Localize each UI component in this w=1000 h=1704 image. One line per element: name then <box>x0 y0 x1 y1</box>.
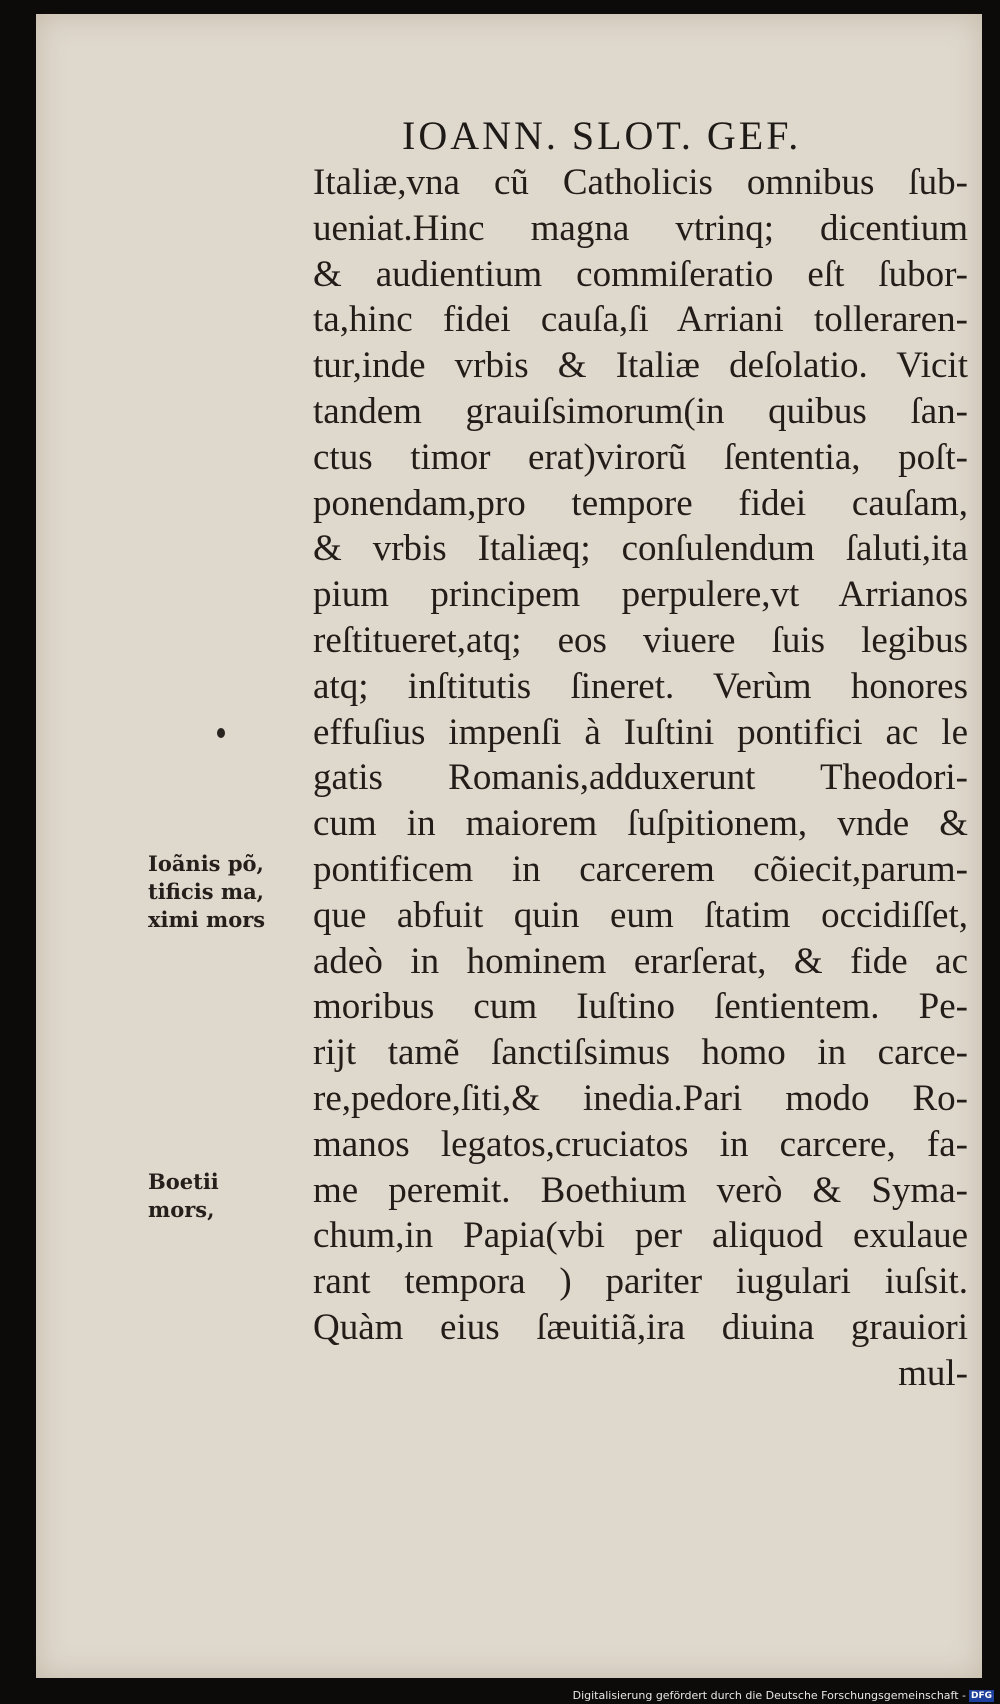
credit-text: Digitalisierung gefördert durch die Deutsche Forschungsgemeinschaft - <box>572 1689 966 1702</box>
text-line: ctus timor erat)virorũ ſententia, poſt- <box>313 436 968 478</box>
text-line: & audientium commiſeratio eſt ſubor- <box>313 253 968 295</box>
ink-mark <box>217 728 225 738</box>
marginal-line: Boetii <box>148 1169 219 1194</box>
text-line: rijt tamẽ ſanctiſsimus homo in carce- <box>313 1032 968 1074</box>
text-line: atq; inſtitutis ſineret. Verùm honores <box>313 665 968 707</box>
text-line: que abfuit quin eum ſtatim occidiſſet, <box>313 894 968 936</box>
text-line: ta,hinc fidei cauſa,ſi Arriani tolleraren- <box>313 299 968 341</box>
text-line: me peremit. Boethium verò & Syma- <box>313 1169 968 1211</box>
text-line: gatis Romanis,adduxerunt Theodori- <box>313 757 968 799</box>
text-line: ponendam,pro tempore fidei cauſam, <box>313 482 968 524</box>
text-line: effuſius impenſi à Iuſtini pontifici ac le <box>313 711 968 753</box>
marginal-line: ximi mors <box>148 907 266 932</box>
text-line: cum in maiorem ſuſpitionem, vnde & <box>313 803 968 845</box>
main-text-column <box>313 160 968 1397</box>
marginal-line: Ioãnis põ, <box>148 851 264 876</box>
text-line: chum,in Papia(vbi per aliquod exulaue <box>313 1215 968 1257</box>
text-line: tur,inde vrbis & Italiæ deſolatio. Vicit <box>313 345 968 387</box>
marginal-note-ioannis-mors <box>148 850 265 934</box>
marginal-line: mors, <box>148 1197 215 1222</box>
dfg-logo-icon: DFG <box>970 1690 992 1701</box>
text-line: rant tempora ) pariter iugulari iuſsit. <box>313 1261 968 1303</box>
text-line: Quàm eius ſæuitiã,ira diuina grauiori <box>313 1306 968 1348</box>
digitization-credit <box>573 1689 994 1702</box>
text-line: manos legatos,cruciatos in carcere, fa- <box>313 1123 968 1165</box>
text-line: reſtitueret,atq; eos viuere ſuis legibus <box>313 619 968 661</box>
text-line: tandem grauiſsimorum(in quibus ſan- <box>313 390 968 432</box>
text-line: pium principem perpulere,vt Arrianos <box>313 574 968 616</box>
text-line: ueniat.Hinc magna vtrinq; dicentium <box>313 207 968 249</box>
text-line: adeò in hominem erarſerat, & fide ac <box>313 940 968 982</box>
text-line: moribus cum Iuſtino ſentientem. Pe- <box>313 986 968 1028</box>
running-header: IOANN. SLOT. GEF. <box>402 113 802 158</box>
text-line: pontificem in carcerem cõiecit,parum- <box>313 848 968 890</box>
text-line: & vrbis Italiæq; conſulendum ſaluti,ita <box>313 528 968 570</box>
text-line: Italiæ,vna cũ Catholicis omnibus ſub- <box>313 162 968 203</box>
marginal-note-boetii-mors <box>148 1168 219 1224</box>
text-line: mul- <box>898 1352 968 1394</box>
text-line: re,pedore,ſiti,& inedia.Pari modo Ro- <box>313 1077 968 1119</box>
marginal-line: tificis ma, <box>148 879 264 904</box>
